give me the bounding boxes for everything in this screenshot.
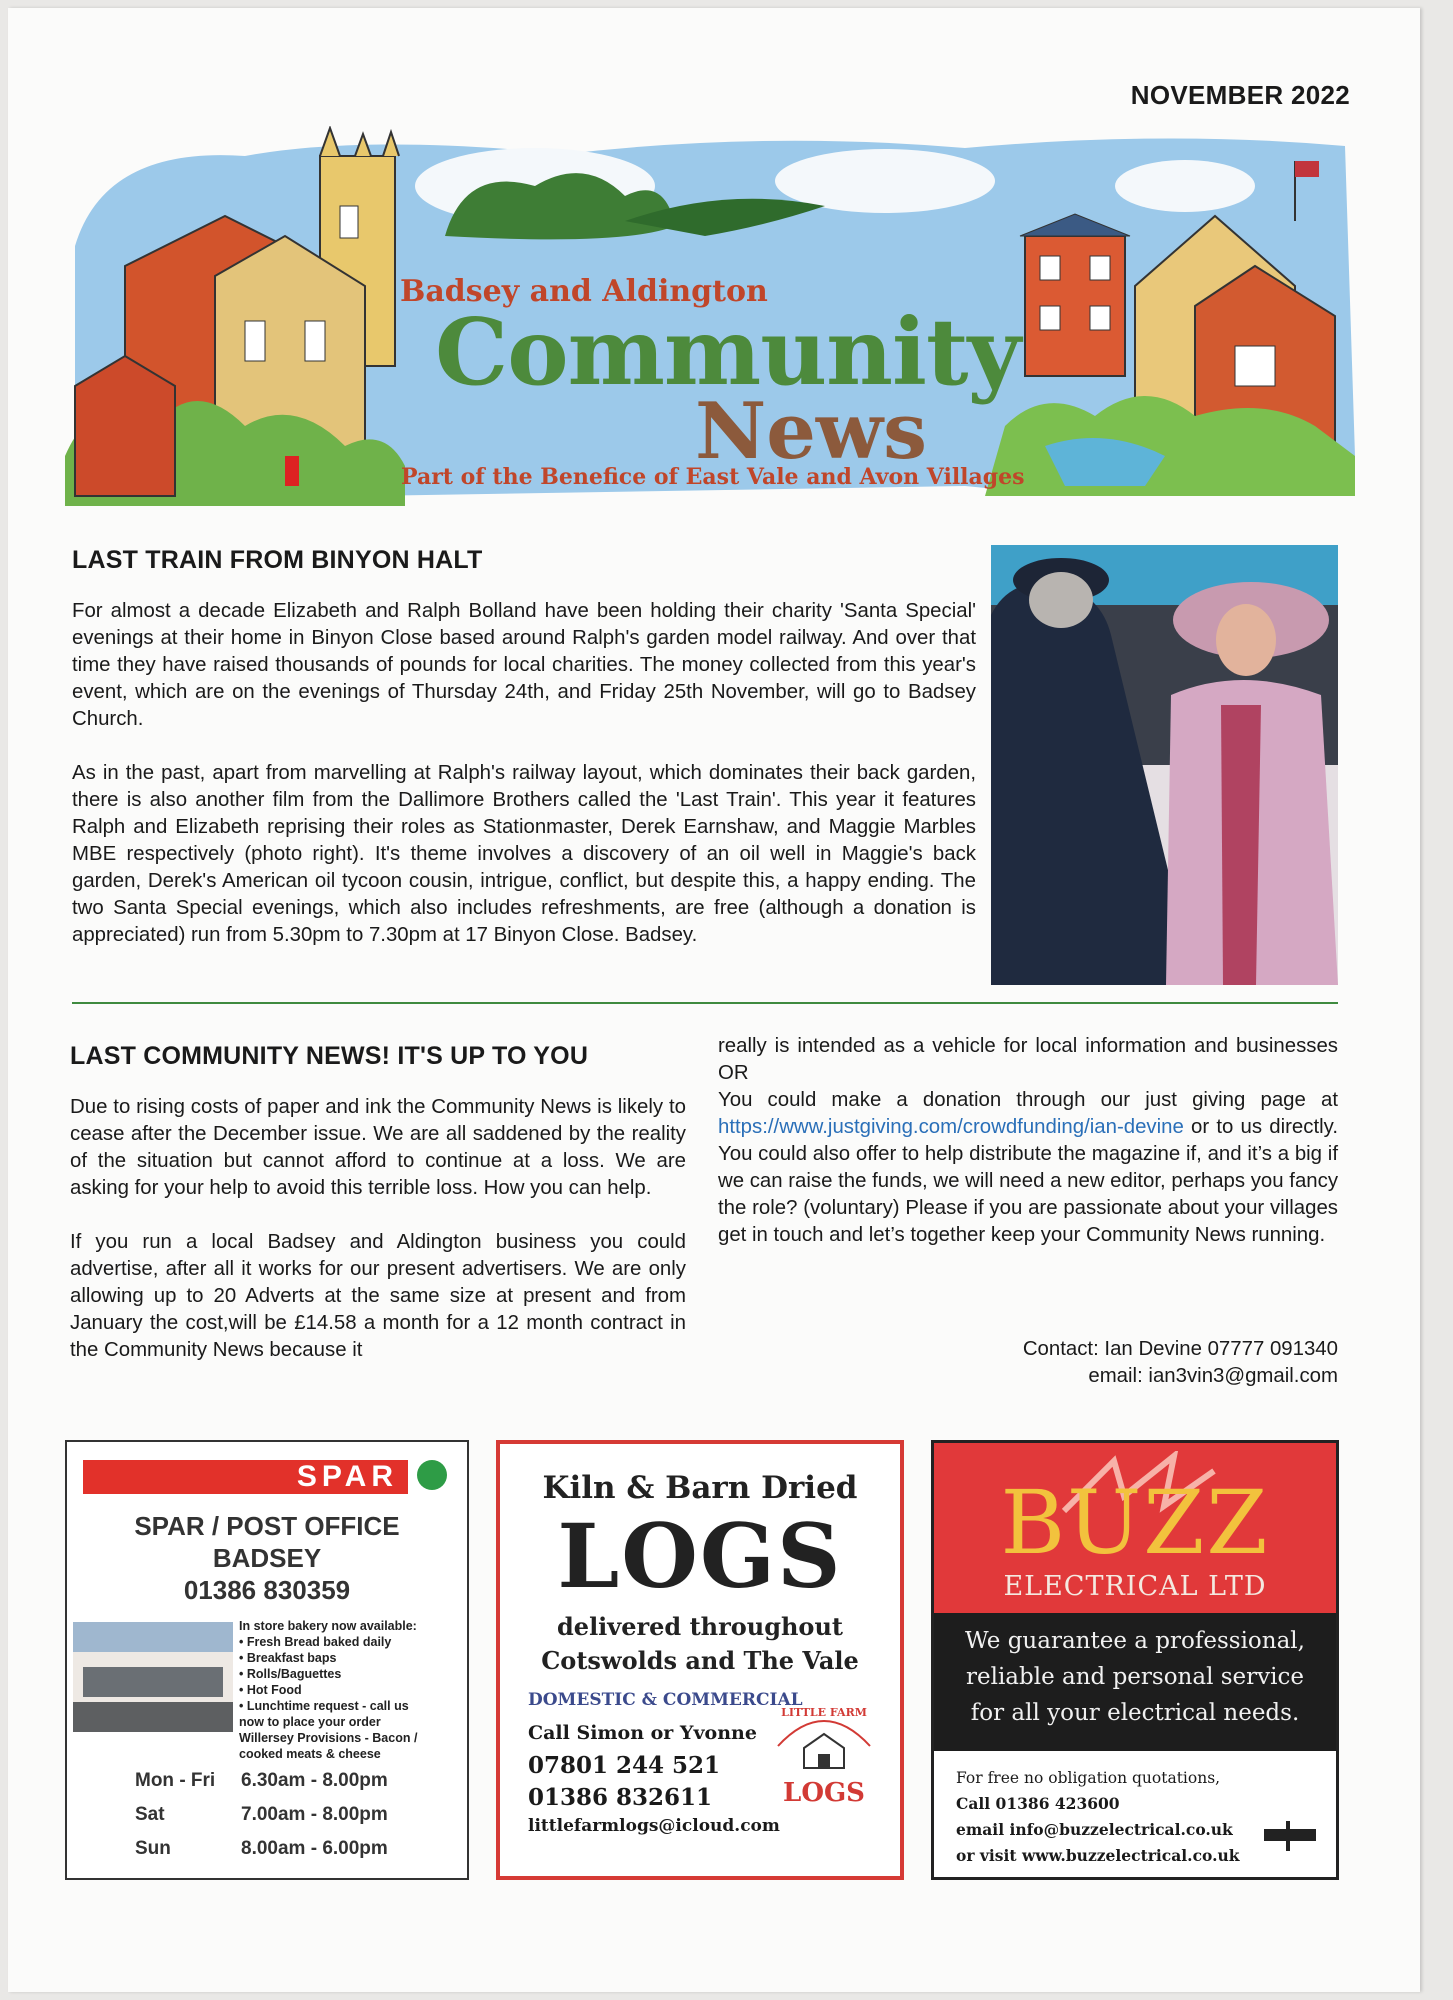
buzz-email: email info@buzzelectrical.co.uk	[956, 1820, 1233, 1839]
contact-block	[1023, 1336, 1338, 1390]
article-paragraph: If you run a local Badsey and Aldington business you could advertise, after all it works for our present advertisers. We are only allowing up to 20 Adverts at the same size at present and from January the cost,will be £14.58 a month for a 12 month contract in the Community News because it	[70, 1231, 686, 1361]
ad-spar	[65, 1440, 469, 1880]
donation-text-cont: or to us directly. You could also offer to help distribute the magazine if, and it’s a big if we can raise the funds, we will need a new editor, perhaps you fancy the role? (voluntary) Please if you are passionate about your villages get in touch and let’s together keep your Community News running.	[718, 1116, 1339, 1246]
hours-row	[135, 1798, 388, 1832]
masthead	[65, 126, 1357, 506]
article-column-left	[70, 1094, 686, 1364]
spar-service: • Breakfast baps	[239, 1651, 337, 1665]
justgiving-link[interactable]: https://www.justgiving.com/crowdfunding/ian-devine	[718, 1116, 1184, 1138]
spar-opening-hours	[135, 1764, 388, 1866]
spar-service: • Hot Food	[239, 1683, 302, 1697]
logs-phone1: 07801 244 521	[528, 1752, 721, 1779]
masthead-title-news: News	[695, 386, 927, 477]
article-paragraph: Due to rising costs of paper and ink the Community News is likely to cease after the December issue. We are all saddened by the reality of the situation but cannot afford to continue at a loss. We are asking for your help to avoid this terrible loss. How you can help.	[70, 1096, 686, 1199]
article-title: LAST TRAIN FROM BINYON HALT	[72, 546, 483, 574]
hours-day: Sat	[135, 1804, 165, 1825]
article-paragraph	[718, 1087, 1338, 1249]
spar-service: cooked meats & cheese	[239, 1747, 381, 1761]
logs-phone2: 01386 832611	[528, 1784, 713, 1811]
spar-service: • Fresh Bread baked daily	[239, 1635, 392, 1649]
spar-name: SPAR / POST OFFICE	[134, 1511, 400, 1541]
hours-day: Sun	[135, 1838, 171, 1859]
spar-service: • Lunchtime request - call us	[239, 1699, 409, 1713]
buzz-website: or visit www.buzzelectrical.co.uk	[956, 1846, 1240, 1865]
newsletter-page	[8, 8, 1420, 1992]
buzz-slogan-line: We guarantee a professional,	[965, 1628, 1305, 1654]
buzz-contact-intro: For free no obligation quotations,	[956, 1769, 1221, 1787]
spar-service: In store bakery now available:	[239, 1619, 417, 1633]
logs-badge-label: LITTLE FARM	[781, 1706, 867, 1719]
article-paragraph: As in the past, apart from marvelling at Ralph's railway layout, which dominates their back garden, there is also another film from the Dallimore Brothers called the 'Last Train'. This year it features Ralph and Elizabeth reprising their roles as Stationmaster, Derek Earnshaw, and Maggie Marbles MBE respectively (photo right). It's theme involves a discovery of an oil well in Maggie's back garden, Derek's American oil tycoon cousin, intrigue, conflict, but despite this, a happy ending. The two Santa Special evenings, which also includes refreshments, are free (although a donation is appreciated) run from 5.30pm to 7.30pm at 17 Binyon Close. Badsey.	[72, 762, 976, 946]
article-paragraph: really is intended as a vehicle for local information and businesses OR	[718, 1035, 1338, 1084]
hours-row	[135, 1764, 388, 1798]
ad-buzz-electrical	[931, 1440, 1339, 1880]
article-title: LAST COMMUNITY NEWS! IT'S UP TO YOU	[70, 1042, 589, 1070]
issue-date: NOVEMBER 2022	[1130, 80, 1350, 110]
article-photo	[991, 545, 1338, 985]
article-body	[72, 598, 976, 949]
logs-email: littlefarmlogs@icloud.com	[528, 1816, 780, 1836]
buzz-logo: BUZZ	[1000, 1471, 1270, 1574]
masthead-tagline: Part of the Benefice of East Vale and Avon Villages	[401, 464, 1025, 490]
spar-location: BADSEY	[212, 1543, 322, 1573]
logs-badge-word: LOGS	[783, 1778, 865, 1808]
logs-big-title: LOGS	[557, 1504, 843, 1608]
hours-time: 7.00am - 8.00pm	[241, 1804, 388, 1825]
buzz-company: ELECTRICAL LTD	[1003, 1571, 1267, 1602]
spar-service: Willersey Provisions - Bacon /	[239, 1731, 418, 1745]
buzz-slogan	[934, 1623, 1336, 1731]
contact-email: email: ian3vin3@gmail.com	[1088, 1365, 1338, 1387]
logs-area: Cotswolds and The Vale	[541, 1646, 859, 1675]
logs-domestic: DOMESTIC & COMMERCIAL	[528, 1690, 803, 1710]
buzz-slogan-line: for all your electrical needs.	[970, 1700, 1300, 1726]
donation-text: You could make a donation through our just giving page at	[718, 1089, 1338, 1111]
logs-call: Call Simon or Yvonne	[528, 1722, 757, 1744]
spar-service: now to place your order	[239, 1715, 381, 1729]
hours-time: 6.30am - 8.00pm	[241, 1770, 388, 1791]
buzz-phone: Call 01386 423600	[956, 1794, 1120, 1813]
logs-delivery: delivered throughout	[557, 1612, 843, 1641]
spar-shop-photo	[73, 1622, 233, 1732]
spar-services-list	[239, 1618, 464, 1762]
spar-logo: SPAR	[296, 1460, 398, 1493]
ad-logs	[496, 1440, 904, 1880]
spar-logo-bar	[83, 1460, 408, 1494]
section-divider	[72, 1002, 1338, 1004]
hours-time: 8.00am - 6.00pm	[241, 1838, 388, 1859]
spar-service: • Rolls/Baguettes	[239, 1667, 342, 1681]
spar-tree-icon	[417, 1460, 447, 1490]
hours-row	[135, 1832, 388, 1866]
masthead-subtitle: Badsey and Aldington	[400, 274, 768, 309]
spar-phone: 01386 830359	[183, 1575, 351, 1605]
masthead-title-community: Community	[435, 298, 1020, 406]
article-paragraph: For almost a decade Elizabeth and Ralph Bolland have been holding their charity 'Santa Special' evenings at their home in Binyon Close based around Ralph's garden model railway. And over that time they have raised thousands of pounds for local charities. The money collected from this year's event, which are on the evenings of Thursday 24th, and Friday 25th November, will go to Badsey Church.	[72, 600, 976, 730]
hours-day: Mon - Fri	[135, 1770, 216, 1791]
necic-approved-icon	[1262, 1821, 1318, 1851]
buzz-contact	[956, 1765, 1239, 1869]
contact-phone: Contact: Ian Devine 07777 091340	[1022, 1338, 1338, 1360]
logs-headline: Kiln & Barn Dried	[542, 1470, 858, 1506]
buzz-slogan-line: reliable and personal service	[965, 1664, 1304, 1690]
article-column-right	[718, 1033, 1338, 1249]
